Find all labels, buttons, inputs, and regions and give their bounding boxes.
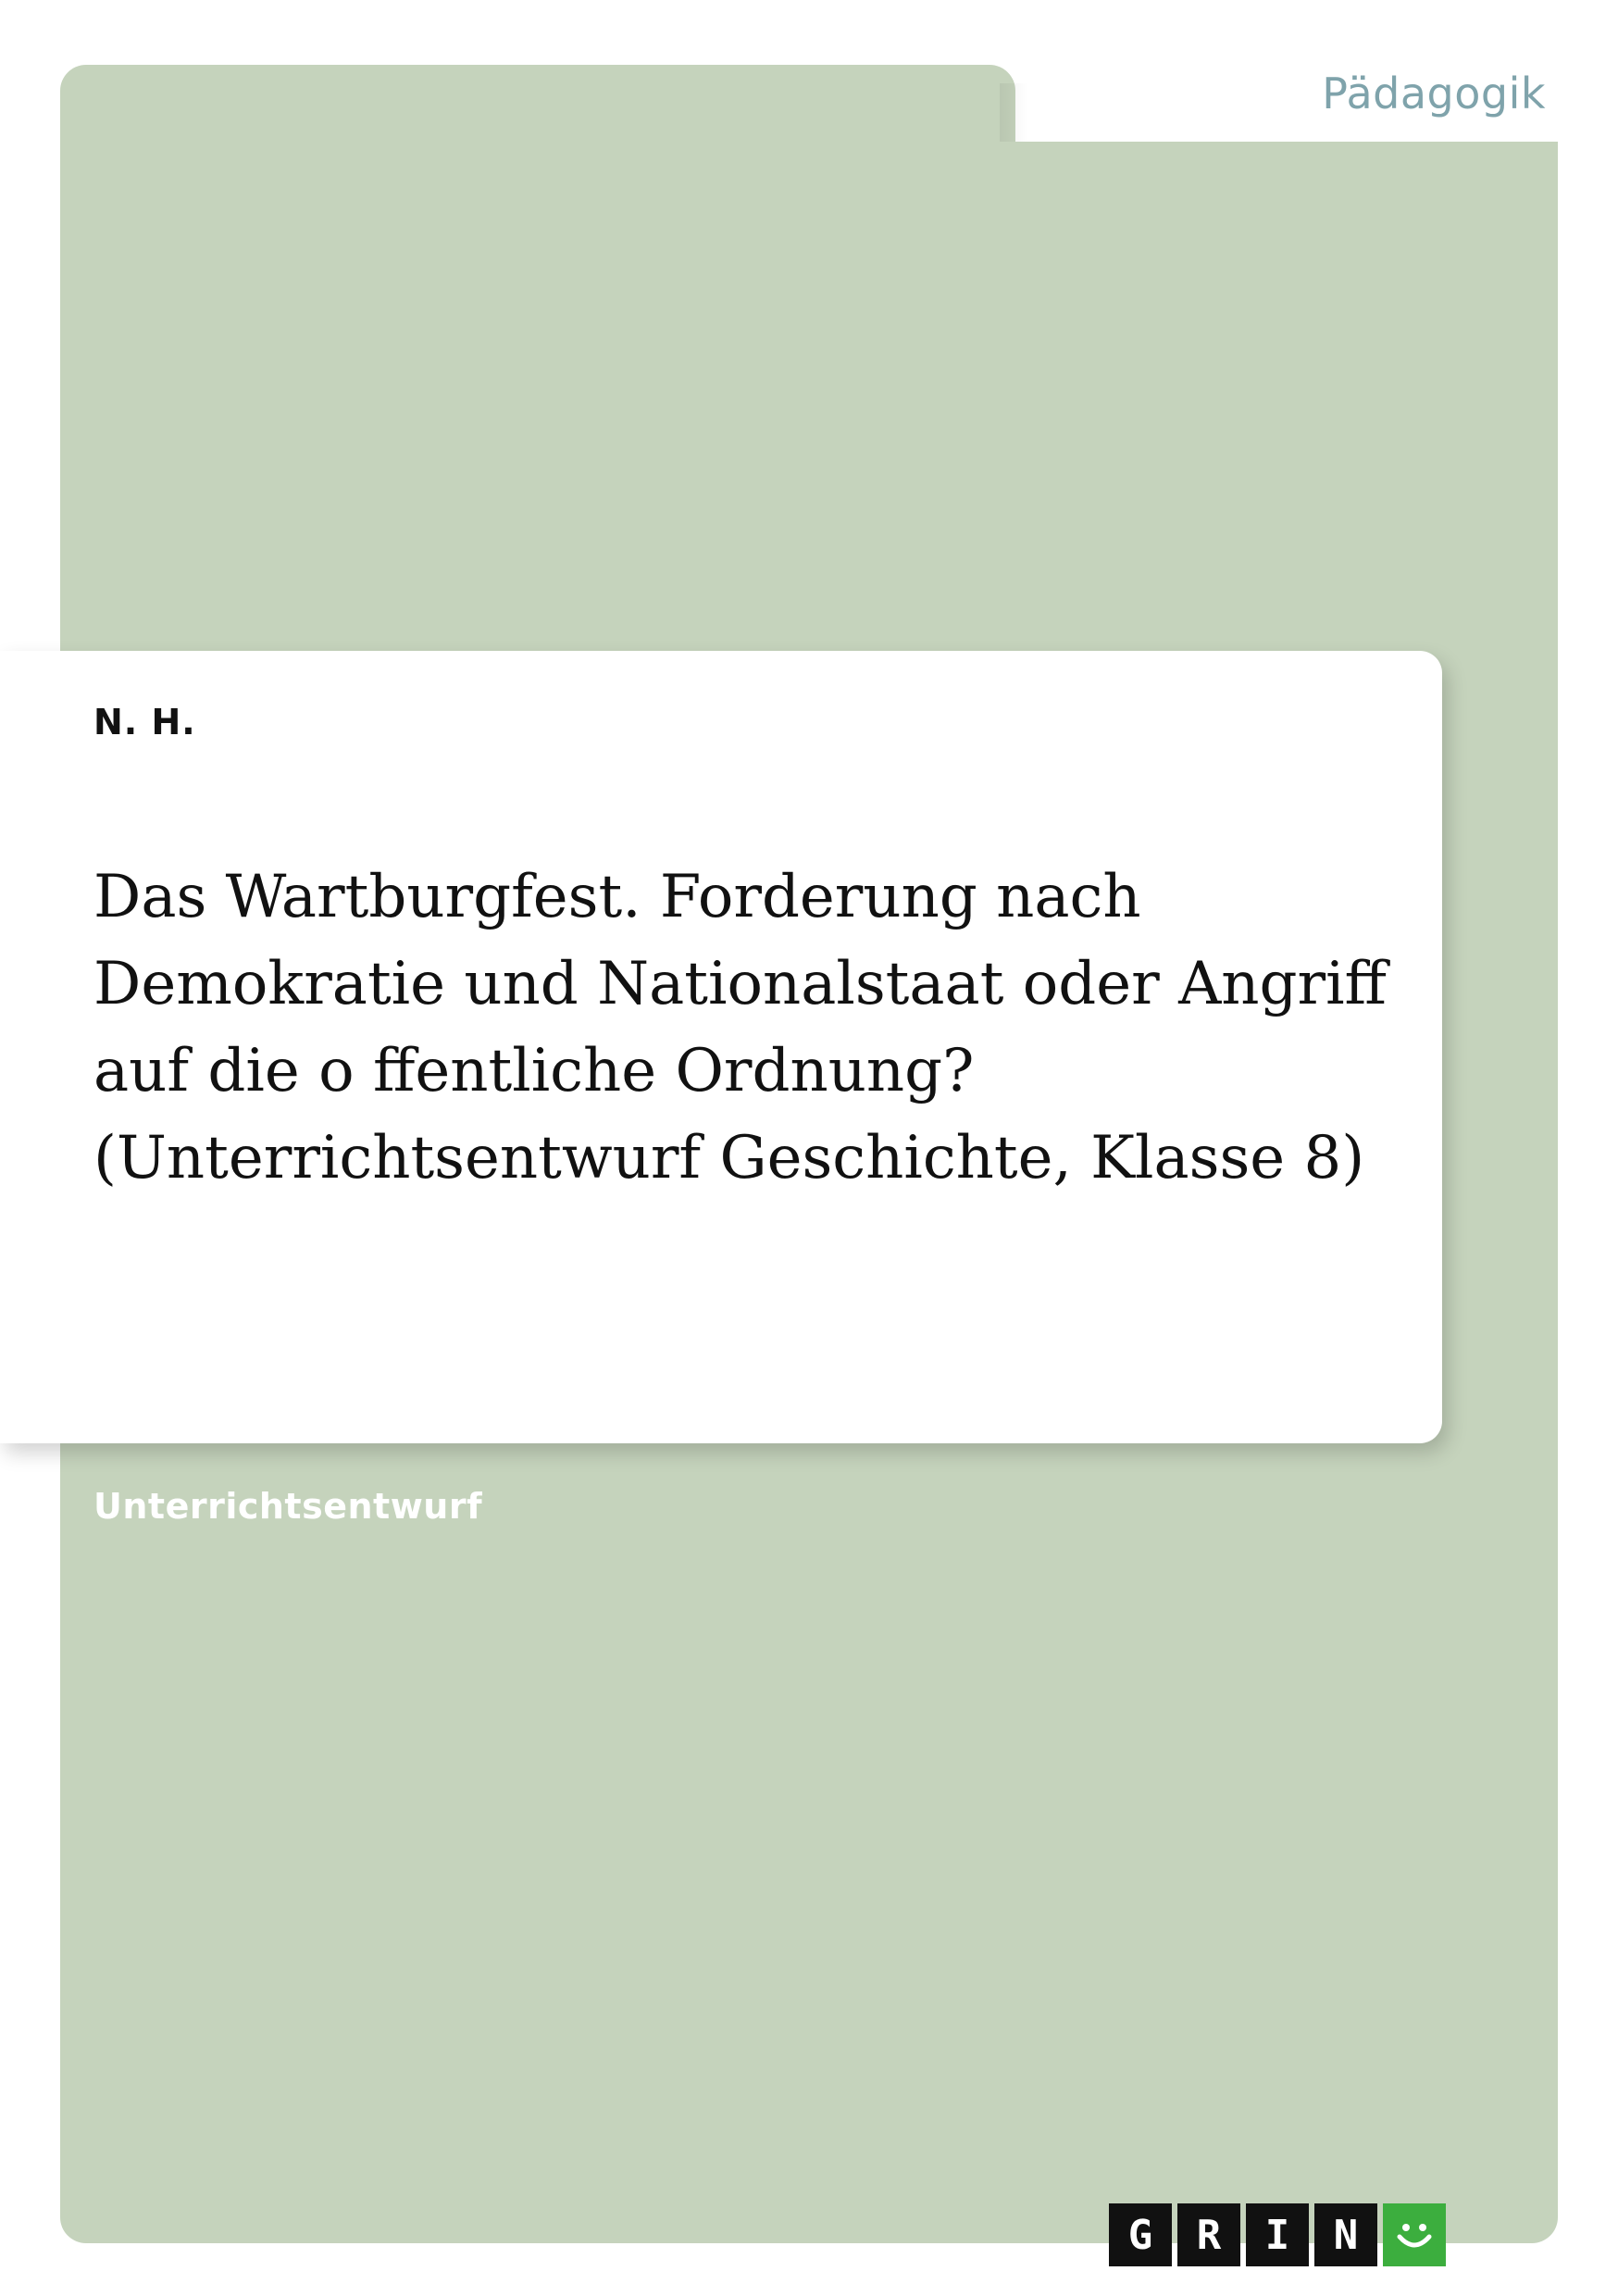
smiley-icon [1383,2203,1446,2266]
logo-letter: G [1109,2203,1172,2266]
logo-letter: I [1246,2203,1309,2266]
logo-letter: R [1177,2203,1240,2266]
document-title: Das Wartburgfest. Forderung nach Demokratie und Nationalstaat oder Angriff auf die o ffentliche Ordnung? (Unterrichtsentwurf Geschichte, Klasse 8) [93,863,1387,1192]
panel-tab-shadow [1000,83,1027,142]
document-type-label: Unterrichtsentwurf [93,1486,483,1527]
author-name: N. H. [93,702,196,742]
logo-letter: N [1314,2203,1377,2266]
grin-logo [1109,2203,1446,2266]
category-label: Pädagogik [1322,69,1546,119]
